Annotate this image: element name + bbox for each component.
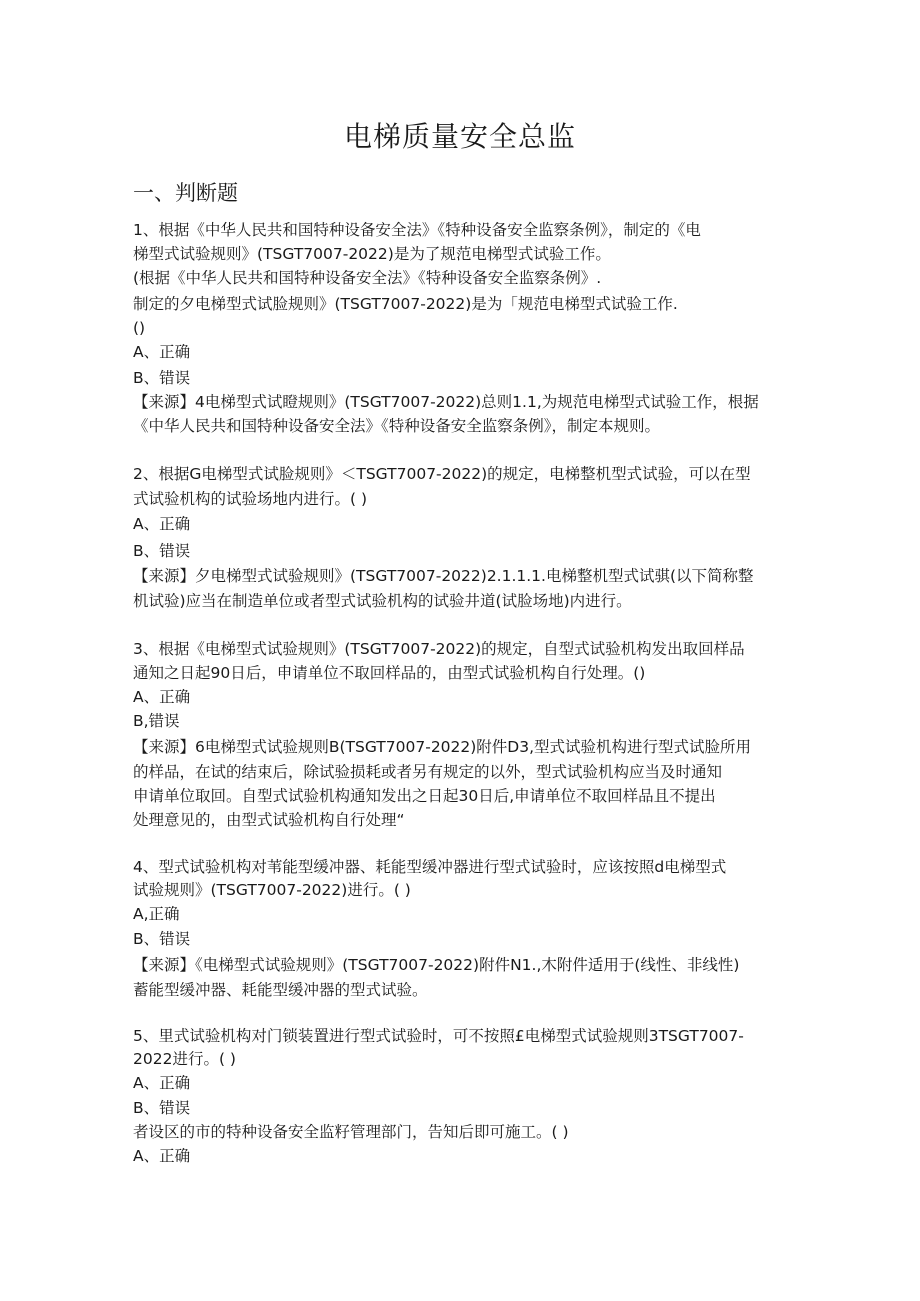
- section-heading: 一、判断题: [133, 181, 238, 205]
- q6-option-a: A、正确: [133, 1147, 191, 1165]
- q2-option-a: A、正确: [133, 515, 191, 533]
- q3-source-line-2: 的样品，在试的结束后，除试验损耗或者另有规定的以外，型式试验机构应当及时通知: [133, 763, 723, 781]
- q3-source-line-4: 处理意见的，由型式试验机构自行处理“: [133, 811, 405, 829]
- q1-stem-line-2: 梯型式试验规则》(TSGT7007-2022)是为了规范电梯型式试验工作。: [133, 245, 611, 263]
- q6-stem-line: 者设区的市的特种设备安全监籽管理部门，告知后即可施工。( ): [133, 1123, 569, 1141]
- q3-stem-line-1: 3、根据《电梯型式试验规则》(TSGT7007-2022)的规定，自型式试验机构发出取回样品: [133, 640, 745, 658]
- q1-note-line-2: 制定的夕电梯型式试脸规则》(TSGT7007-2022)是为「规范电梯型式试验工作.: [133, 295, 678, 313]
- q2-option-b: B、错误: [133, 542, 191, 560]
- q2-source-line-2: 机试验)应当在制造单位或者型式试验机构的试验井道(试脸场地)内进行。: [133, 592, 632, 610]
- q2-stem-line-1: 2、根据G电梯型式试脸规则》＜TSGT7007-2022)的规定，电梯整机型式试验，可以在型: [133, 465, 751, 483]
- q5-stem-line-1: 5、里式试验机构对门锁装置进行型式试验时，可不按照£电梯型式试验规则3TSGT7007-: [133, 1027, 744, 1045]
- q1-answer-blank: (): [133, 319, 146, 337]
- q2-source-line-1: 【来源】夕电梯型式试验规则》(TSGT7007-2022)2.1.1.1.电梯整机型式试骐(以下简称整: [133, 567, 754, 585]
- q4-option-b: B、错误: [133, 930, 191, 948]
- q3-stem-line-2: 通知之日起90日后，申请单位不取回样品的，由型式试验机构自行处理。(): [133, 664, 646, 682]
- q1-source-line-1: 【来源】4电梯型式试瞪规则》(TSGT7007-2022)总则1.1,为规范电梯型式试验工作，根据: [133, 393, 759, 411]
- q5-stem-line-2: 2022进行。( ): [133, 1050, 236, 1068]
- q1-note-line-1: (根据《中华人民共和国特种设备安全法》《特种设备安全监察条例》.: [133, 269, 602, 287]
- q1-option-b: B、错误: [133, 369, 191, 387]
- q1-stem-line-1: 1、根据《中华人民共和国特种设备安全法》《特种设备安全监察条例》，制定的《电: [133, 221, 701, 239]
- page-title: 电梯质量安全总监: [343, 120, 576, 153]
- q4-stem-line-2: 试验规则》(TSGT7007-2022)进行。( ): [133, 881, 411, 899]
- q4-source-line-2: 蓄能型缓冲器、耗能型缓冲器的型式试验。: [133, 981, 428, 999]
- q3-source-line-3: 申请单位取回。自型式试验机构通知发出之日起30日后,申请单位不取回样品且不提出: [133, 787, 716, 805]
- q3-option-b: B,错误: [133, 712, 180, 730]
- q2-stem-line-2: 式试验机构的试验场地内进行。( ): [133, 490, 368, 508]
- q1-option-a: A、正确: [133, 343, 191, 361]
- q5-option-a: A、正确: [133, 1074, 191, 1092]
- q3-source-line-1: 【来源】6电梯型式试验规则B(TSGT7007-2022)附件D3,型式试验机构进行型式试脸所用: [133, 738, 752, 756]
- q4-option-a: A,正确: [133, 905, 180, 923]
- q1-source-line-2: 《中华人民共和国特种设备安全法》《特种设备安全监察条例》，制定本规则。: [133, 417, 661, 435]
- q3-option-a: A、正确: [133, 688, 191, 706]
- q5-option-b: B、错误: [133, 1099, 191, 1117]
- q4-source-line-1: 【来源】《电梯型式试验规则》(TSGT7007-2022)附件N1.,木附件适用于(线性、非线性): [133, 956, 740, 974]
- q4-stem-line-1: 4、型式试验机构对苇能型缓冲器、耗能型缓冲器进行型式试验时，应该按照d电梯型式: [133, 858, 727, 876]
